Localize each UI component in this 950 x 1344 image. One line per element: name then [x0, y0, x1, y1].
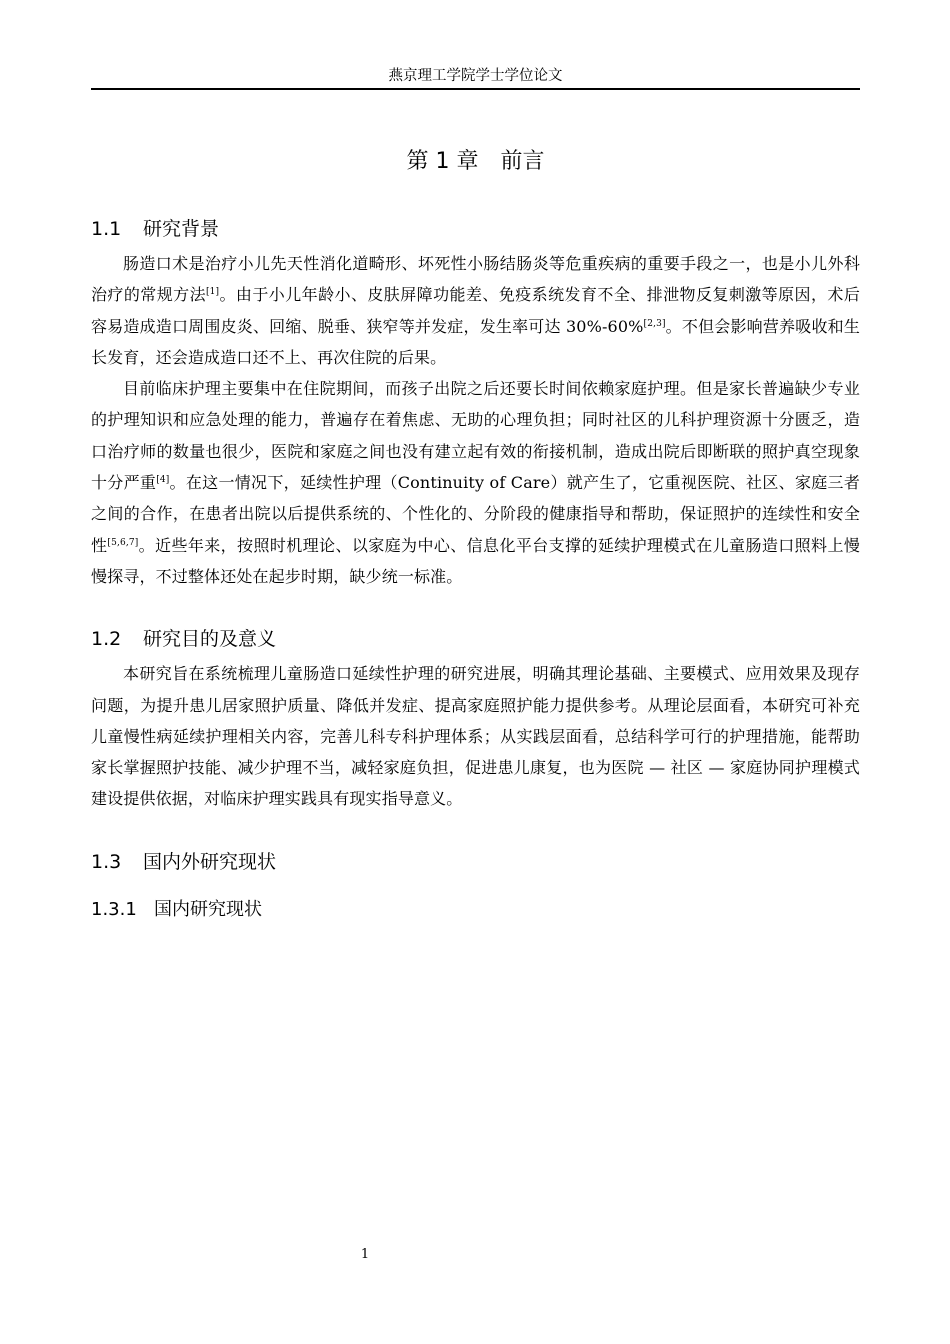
paragraph-text: 。近些年来，按照时机理论、以家庭为中心、信息化平台支撑的延续护理模式在儿童肠造口照料上慢慢探寻，不过整体还处在起步时期，缺少统一标准。 — [91, 535, 860, 586]
citation: [1] — [206, 287, 220, 298]
section-title: 研究背景 — [143, 218, 220, 240]
section-number: 1.1 — [91, 218, 122, 240]
paragraph-text: 。不但会影响营养吸收和生长发育，还会造成造口还不上、再次住院的后果。 — [91, 316, 860, 367]
section-heading-1-2 — [91, 624, 860, 654]
subsection-title: 国内研究现状 — [154, 898, 262, 920]
header-text: 燕京理工学院学士学位论文 — [388, 68, 563, 84]
paragraph-text: 肠造口术是治疗小儿先天性消化道畸形、坏死性小肠结肠炎等危重疾病的重要手段之一，也是小儿外科治疗的常规方法 — [91, 254, 860, 305]
page-header — [91, 64, 860, 90]
section-title: 研究目的及意义 — [143, 628, 277, 651]
paragraph-purpose — [91, 658, 860, 814]
paragraph-text: 。由于小儿年龄小、皮肤屏障功能差、免疫系统发育不全、排泄物反复刺激等原因，术后容易造成造口周围皮炎、回缩、脱垂、狭窄等并发症，发生率可达 30%-60% — [91, 285, 860, 336]
citation: [5,6,7] — [107, 537, 139, 548]
subsection-heading-1-3-1 — [91, 895, 860, 925]
section-number: 1.2 — [91, 628, 122, 651]
citation: [2,3] — [643, 318, 666, 329]
chapter-title: 第 1 章 前言 — [406, 149, 545, 174]
page-number: 1 — [360, 1247, 370, 1262]
paragraph-background-1 — [91, 248, 860, 373]
document-body — [91, 140, 860, 925]
subsection-number: 1.3.1 — [91, 898, 137, 920]
paragraph-text: 目前临床护理主要集中在住院期间，而孩子出院之后还要长时间依赖家庭护理。但是家长普遍缺少专业的护理知识和应急处理的能力，普遍存在着焦虑、无助的心理负担；同时社区的儿科护理资源十分匮乏，造口治疗师的数量也很少，医院和家庭之间也没有建立起有效的衔接机制，造成出院后即断联的照护真空现象十分严重 — [91, 379, 860, 493]
section-title: 国内外研究现状 — [143, 850, 277, 873]
citation: [4] — [156, 475, 170, 486]
section-number: 1.3 — [91, 850, 122, 873]
paragraph-background-2 — [91, 373, 860, 592]
section-heading-1-1 — [91, 214, 860, 244]
paragraph-text: 本研究旨在系统梳理儿童肠造口延续性护理的研究进展，明确其理论基础、主要模式、应用效果及现存问题，为提升患儿居家照护质量、降低并发症、提高家庭照护能力提供参考。从理论层面看，本研究可补充儿童慢性病延续护理相关内容，完善儿科专科护理体系；从实践层面看，总结科学可行的护理措施，能帮助家长掌握照护技能、减少护理不当，减轻家庭负担，促进患儿康复，也为医院 — 社区 — 家庭协同护理模式建设提供依据，对临床护理实践具有现实指导意义。 — [91, 664, 860, 809]
paragraph-text: 。在这一情况下，延续性护理（Continuity of Care）就产生了，它重视医院、社区、家庭三者之间的合作，在患者出院以后提供系统的、个性化的、分阶段的健康指导和帮助，保证照护的连续性和安全性 — [91, 473, 860, 555]
section-heading-1-3 — [91, 847, 860, 877]
